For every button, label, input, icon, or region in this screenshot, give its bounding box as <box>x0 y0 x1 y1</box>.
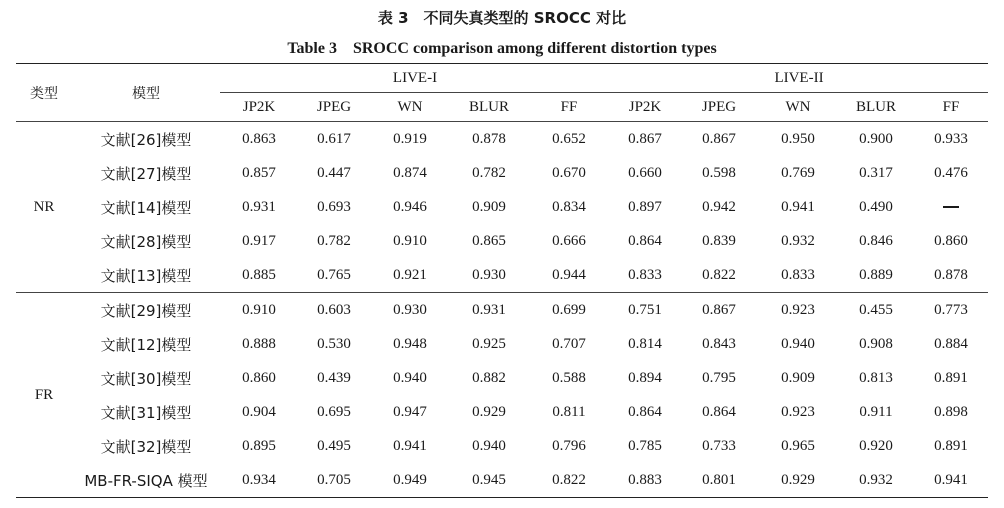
value-cell: 0.751 <box>628 301 662 318</box>
value-cell: 0.891 <box>934 369 968 386</box>
value-cell: 0.910 <box>393 232 427 249</box>
value-cell: 0.439 <box>317 369 351 386</box>
table-row <box>16 361 988 395</box>
model-name-cell: MB-FR-SIQA 模型 <box>72 463 220 498</box>
value-cell: 0.878 <box>914 258 988 293</box>
group-type-label: NR <box>16 122 72 293</box>
value-cell: 0.894 <box>628 369 662 386</box>
value-cell: 0.867 <box>628 130 662 147</box>
table-row <box>16 327 988 361</box>
value-cell: 0.904 <box>242 403 276 420</box>
subheader-cell: WN <box>370 93 450 122</box>
value-cell: 0.908 <box>859 335 893 352</box>
value-cell: 0.839 <box>702 232 736 249</box>
table-row <box>16 429 988 463</box>
header-group-live-i: LIVE-I <box>220 64 610 93</box>
value-cell: 0.933 <box>934 130 968 147</box>
value-cell: 0.948 <box>393 335 427 352</box>
value-cell: 0.785 <box>628 437 662 454</box>
value-cell: 0.455 <box>859 301 893 318</box>
model-name-cell: 文献[14]模型 <box>100 198 192 217</box>
value-cell: 0.765 <box>298 258 370 293</box>
value-cell: 0.941 <box>393 437 427 454</box>
value-cell: 0.940 <box>781 335 815 352</box>
model-name-cell: 文献[28]模型 <box>100 232 192 251</box>
value-cell: 0.588 <box>552 369 586 386</box>
value-cell: 0.900 <box>859 130 893 147</box>
value-cell: 0.843 <box>702 335 736 352</box>
model-name-cell: 文献[31]模型 <box>100 403 192 422</box>
value-cell: 0.888 <box>242 335 276 352</box>
value-cell: 0.863 <box>242 130 276 147</box>
value-cell: 0.917 <box>242 232 276 249</box>
value-cell: 0.946 <box>393 198 427 215</box>
value-cell: 0.801 <box>680 463 758 498</box>
value-cell: 0.932 <box>781 232 815 249</box>
dash-mark <box>943 206 959 208</box>
value-cell: 0.930 <box>393 301 427 318</box>
value-cell: 0.699 <box>552 301 586 318</box>
table-row <box>16 122 988 157</box>
value-cell: 0.822 <box>528 463 610 498</box>
value-cell: 0.885 <box>220 258 298 293</box>
value-cell: 0.934 <box>220 463 298 498</box>
value-cell: 0.864 <box>628 232 662 249</box>
table-container <box>16 63 988 498</box>
value-cell: 0.530 <box>317 335 351 352</box>
value-cell: 0.695 <box>317 403 351 420</box>
value-cell: 0.945 <box>450 463 528 498</box>
value-cell: 0.867 <box>702 301 736 318</box>
model-name-cell: 文献[30]模型 <box>100 369 192 388</box>
group-type-label: FR <box>16 293 72 498</box>
table-row <box>16 463 988 498</box>
table-body <box>16 122 988 498</box>
value-cell: 0.883 <box>610 463 680 498</box>
table-row <box>16 224 988 258</box>
value-cell: 0.889 <box>838 258 914 293</box>
value-cell: 0.947 <box>393 403 427 420</box>
value-cell: 0.919 <box>393 130 427 147</box>
value-cell: 0.447 <box>317 164 351 181</box>
value-cell <box>914 190 988 224</box>
value-cell: 0.860 <box>242 369 276 386</box>
value-cell: 0.884 <box>934 335 968 352</box>
value-cell: 0.814 <box>628 335 662 352</box>
value-cell: 0.942 <box>702 198 736 215</box>
model-name-cell: 文献[13]模型 <box>72 258 220 293</box>
subheader-cell: JP2K <box>610 93 680 122</box>
value-cell: 0.895 <box>242 437 276 454</box>
value-cell: 0.923 <box>781 301 815 318</box>
value-cell: 0.773 <box>934 301 968 318</box>
value-cell: 0.921 <box>370 258 450 293</box>
value-cell: 0.882 <box>472 369 506 386</box>
value-cell: 0.490 <box>859 198 893 215</box>
value-cell: 0.834 <box>552 198 586 215</box>
table-header <box>16 64 988 122</box>
header-model: 模型 <box>72 64 220 122</box>
subheader-cell: JPEG <box>298 93 370 122</box>
value-cell: 0.833 <box>758 258 838 293</box>
table-row <box>16 258 988 293</box>
subheader-cell: FF <box>914 93 988 122</box>
value-cell: 0.666 <box>552 232 586 249</box>
value-cell: 0.617 <box>317 130 351 147</box>
value-cell: 0.707 <box>552 335 586 352</box>
value-cell: 0.846 <box>859 232 893 249</box>
value-cell: 0.909 <box>781 369 815 386</box>
model-name-cell: 文献[32]模型 <box>100 437 192 456</box>
value-cell: 0.865 <box>472 232 506 249</box>
value-cell: 0.940 <box>472 437 506 454</box>
header-group-live-ii: LIVE-II <box>610 64 988 93</box>
subheader-cell: FF <box>528 93 610 122</box>
subheader-cell: WN <box>758 93 838 122</box>
value-cell: 0.867 <box>702 130 736 147</box>
table-row <box>16 156 988 190</box>
value-cell: 0.795 <box>702 369 736 386</box>
value-cell: 0.822 <box>680 258 758 293</box>
value-cell: 0.929 <box>758 463 838 498</box>
value-cell: 0.931 <box>242 198 276 215</box>
subheader-cell: JPEG <box>680 93 758 122</box>
value-cell: 0.693 <box>317 198 351 215</box>
subheader-cell: BLUR <box>838 93 914 122</box>
value-cell: 0.769 <box>781 164 815 181</box>
value-cell: 0.898 <box>934 403 968 420</box>
value-cell: 0.796 <box>552 437 586 454</box>
value-cell: 0.864 <box>702 403 736 420</box>
model-name-cell: 文献[27]模型 <box>100 164 192 183</box>
value-cell: 0.864 <box>628 403 662 420</box>
value-cell: 0.782 <box>317 232 351 249</box>
value-cell: 0.897 <box>628 198 662 215</box>
value-cell: 0.941 <box>914 463 988 498</box>
value-cell: 0.925 <box>472 335 506 352</box>
model-name-cell: 文献[29]模型 <box>100 301 192 320</box>
header-type: 类型 <box>16 64 72 122</box>
value-cell: 0.874 <box>393 164 427 181</box>
value-cell: 0.940 <box>393 369 427 386</box>
value-cell: 0.965 <box>781 437 815 454</box>
value-cell: 0.598 <box>702 164 736 181</box>
table-caption-chinese: 表 3 不同失真类型的 SROCC 对比 <box>377 9 627 27</box>
table-row <box>16 395 988 429</box>
srocc-table <box>16 63 988 498</box>
value-cell: 0.603 <box>317 301 351 318</box>
value-cell: 0.476 <box>934 164 968 181</box>
value-cell: 0.857 <box>242 164 276 181</box>
value-cell: 0.782 <box>472 164 506 181</box>
value-cell: 0.811 <box>552 403 586 420</box>
value-cell: 0.941 <box>781 198 815 215</box>
model-name-cell: 文献[12]模型 <box>100 335 192 354</box>
table-caption-english: Table 3 SROCC comparison among different distortion types <box>287 40 717 57</box>
value-cell: 0.660 <box>628 164 662 181</box>
value-cell: 0.950 <box>781 130 815 147</box>
value-cell: 0.878 <box>472 130 506 147</box>
value-cell: 0.911 <box>859 403 893 420</box>
subheader-cell: BLUR <box>450 93 528 122</box>
value-cell: 0.833 <box>610 258 680 293</box>
value-cell: 0.891 <box>934 437 968 454</box>
value-cell: 0.670 <box>552 164 586 181</box>
value-cell: 0.931 <box>472 301 506 318</box>
value-cell: 0.813 <box>859 369 893 386</box>
model-name-cell: 文献[26]模型 <box>100 130 192 149</box>
value-cell: 0.930 <box>450 258 528 293</box>
table-row <box>16 190 988 224</box>
value-cell: 0.705 <box>298 463 370 498</box>
subheader-cell: JP2K <box>220 93 298 122</box>
value-cell: 0.944 <box>528 258 610 293</box>
value-cell: 0.909 <box>472 198 506 215</box>
value-cell: 0.733 <box>702 437 736 454</box>
value-cell: 0.949 <box>370 463 450 498</box>
value-cell: 0.929 <box>472 403 506 420</box>
value-cell: 0.920 <box>859 437 893 454</box>
value-cell: 0.652 <box>552 130 586 147</box>
value-cell: 0.923 <box>781 403 815 420</box>
value-cell: 0.932 <box>838 463 914 498</box>
value-cell: 0.317 <box>859 164 893 181</box>
value-cell: 0.860 <box>934 232 968 249</box>
table-row <box>16 293 988 328</box>
value-cell: 0.910 <box>242 301 276 318</box>
value-cell: 0.495 <box>317 437 351 454</box>
